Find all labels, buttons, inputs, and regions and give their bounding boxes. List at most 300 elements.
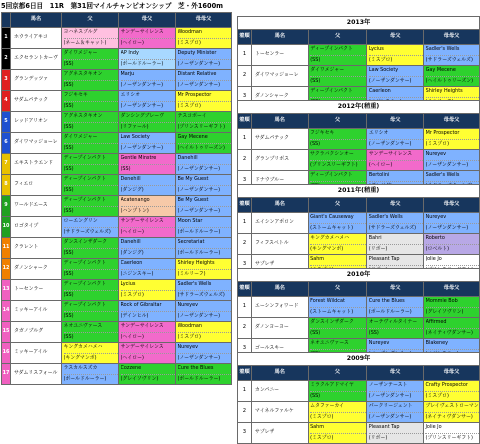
dam-damsire-cell bbox=[424, 129, 480, 150]
table-row bbox=[2, 70, 232, 91]
damsire-cell-line1: Caerleon bbox=[120, 260, 143, 266]
horse-number: 12 bbox=[2, 259, 11, 280]
damsire-cell-line2: (ボールドルーラー) bbox=[121, 59, 176, 70]
section-header bbox=[238, 198, 480, 213]
dam-damsire-cell bbox=[176, 91, 232, 112]
dam-damsire-cell-line1: ブレイヴェストローマン bbox=[425, 403, 479, 409]
horse-name: エイシンアポロン bbox=[251, 213, 308, 234]
table-row bbox=[2, 322, 232, 343]
year-row bbox=[238, 17, 480, 30]
dam-damsire-cell-line2: (ノーザンダンサー) bbox=[426, 160, 479, 171]
sire-cell bbox=[62, 49, 119, 70]
damsire-cell bbox=[367, 213, 424, 234]
damsire-cell-line1: Law Society bbox=[120, 134, 150, 140]
header-horse: 馬名 bbox=[251, 366, 308, 381]
sire-cell bbox=[62, 133, 119, 154]
horse-name: ダノンシャーク bbox=[251, 87, 308, 108]
damsire-cell-line1: サンデーサイレンス bbox=[120, 29, 164, 35]
damsire-cell-line2: (ノーザンダンサー) bbox=[121, 80, 176, 91]
damsire-cell-line1: サンデーサイレンス bbox=[120, 344, 164, 350]
dam-damsire-cell-line1: Secretariat bbox=[177, 239, 205, 245]
sire-cell-line2: (SS) bbox=[64, 332, 119, 343]
damsire-cell-line1: Gentle Minstre bbox=[120, 155, 157, 161]
damsire-cell-line1: サンデーサイレンス bbox=[120, 323, 164, 329]
damsire-cell-line1: オーテヴィルタイナー bbox=[368, 319, 418, 325]
damsire-cell bbox=[119, 301, 176, 322]
damsire-cell bbox=[119, 343, 176, 364]
dam-damsire-cell bbox=[176, 301, 232, 322]
dam-damsire-cell-line1: Moon Star bbox=[177, 218, 203, 224]
sire-cell bbox=[308, 297, 367, 318]
dam-damsire-cell-line1: Roberto bbox=[425, 235, 445, 241]
damsire-cell-line1: ダンシングブレーヴ bbox=[120, 113, 165, 119]
damsire-cell bbox=[119, 133, 176, 154]
header-damsire: 母母父 bbox=[176, 13, 232, 28]
horse-name: フィフスペトル bbox=[251, 234, 308, 255]
damsire-cell-line1: Law Society bbox=[368, 67, 399, 73]
header-sire: 父 bbox=[308, 366, 367, 381]
damsire-cell bbox=[119, 91, 176, 112]
sire-cell bbox=[308, 318, 367, 339]
finish-position: 2 bbox=[238, 150, 252, 171]
sire-cell-line2: (SS) bbox=[310, 139, 366, 150]
dam-damsire-cell-line2: (ノーザンダンサー) bbox=[178, 59, 232, 70]
header-sire: 父 bbox=[308, 198, 367, 213]
damsire-cell-line2: (リボー) bbox=[369, 244, 423, 255]
sire-cell bbox=[62, 196, 119, 217]
dam-damsire-cell-line2: (ミスプロ) bbox=[178, 101, 232, 112]
dam-damsire-cell-line1: Gay Mecene bbox=[177, 134, 208, 140]
dam-damsire-cell bbox=[424, 45, 480, 66]
sire-cell-line1: フジキセキ bbox=[310, 130, 335, 136]
dam-damsire-cell-line2: (ネイティヴダンサー) bbox=[426, 328, 479, 339]
header-damsire: 母母父 bbox=[424, 198, 480, 213]
table-row bbox=[238, 129, 480, 150]
dam-damsire-cell bbox=[176, 364, 232, 385]
sire-cell-line2: (ミスプロ) bbox=[310, 433, 366, 444]
dam-damsire-cell-line2: (ボールドルーラー) bbox=[178, 227, 232, 238]
sire-cell-line1: ダンスインザダーク bbox=[310, 319, 354, 325]
dam-damsire-cell-line2: (ミスプロ) bbox=[426, 139, 479, 150]
sire-cell-line1: Sahm bbox=[310, 424, 325, 430]
dam-damsire-cell bbox=[424, 213, 480, 234]
horse-number: 1 bbox=[2, 28, 11, 49]
horse-number: 3 bbox=[2, 70, 11, 91]
table-row bbox=[238, 423, 480, 444]
finish-position: 1 bbox=[238, 45, 252, 66]
damsire-cell-line2: (ダンジグ) bbox=[121, 185, 176, 196]
sire-cell bbox=[62, 28, 119, 49]
damsire-cell bbox=[119, 70, 176, 91]
past-results-1 bbox=[237, 100, 480, 192]
sire-cell bbox=[62, 322, 119, 343]
damsire-cell-line2: (ノーザンダンサー) bbox=[121, 101, 176, 112]
damsire-cell bbox=[119, 175, 176, 196]
section-header bbox=[238, 282, 480, 297]
header-dam: 母父 bbox=[367, 114, 424, 129]
dam-damsire-cell-line2: (ボールドルーラー) bbox=[178, 374, 232, 385]
sire-cell-line2: (SS) bbox=[310, 55, 366, 66]
sire-cell-line1: ディープインパクト bbox=[310, 172, 353, 178]
damsire-cell-line2: (ノーザンダンサー) bbox=[369, 391, 423, 402]
dam-damsire-cell-line1: Affirmed bbox=[425, 319, 447, 325]
damsire-cell-line2: (ノーザンダンサー) bbox=[369, 76, 423, 87]
horse-name: クラレント bbox=[11, 238, 62, 259]
dam-damsire-cell-line2: (ヘイルトゥリーズン) bbox=[178, 143, 232, 154]
year-row bbox=[238, 353, 480, 366]
damsire-cell-line1: Rock of Gibraltar bbox=[120, 302, 162, 308]
dam-damsire-cell-line2: (ノーザンダンサー) bbox=[178, 311, 232, 322]
sire-cell-line2: (SS) bbox=[64, 248, 119, 259]
dam-damsire-cell-line1: Nureyev bbox=[425, 151, 447, 157]
damsire-cell-line1: ノーザンテースト bbox=[368, 382, 408, 388]
dam-damsire-cell bbox=[176, 238, 232, 259]
sire-cell-line1: ディープインパクト bbox=[63, 155, 107, 161]
sire-cell bbox=[308, 234, 367, 255]
horse-name: タガノブルグ bbox=[11, 322, 62, 343]
sire-cell-line2: (ネーム＆キャット) bbox=[64, 38, 119, 49]
horse-number: 7 bbox=[2, 154, 11, 175]
table-row bbox=[2, 154, 232, 175]
sire-cell-line1: ディープインパクト bbox=[63, 197, 107, 203]
dam-damsire-cell-line2: (ボールドルーラー) bbox=[178, 248, 232, 259]
sire-cell bbox=[308, 213, 367, 234]
dam-damsire-cell-line2: (ミルリーフ) bbox=[178, 269, 232, 280]
dam-damsire-cell-line1: Shirley Heights bbox=[425, 88, 463, 94]
sire-cell bbox=[62, 154, 119, 175]
sire-cell-line1: Forest Wildcat bbox=[310, 298, 345, 304]
damsire-cell-line1: Nureyev bbox=[368, 340, 390, 346]
header-sire: 父 bbox=[308, 30, 367, 45]
table-row bbox=[2, 217, 232, 238]
damsire-cell-line1: Denehill bbox=[120, 176, 141, 182]
dam-damsire-cell bbox=[424, 297, 480, 318]
header-dam: 母父 bbox=[367, 198, 424, 213]
sire-cell bbox=[308, 66, 367, 87]
dam-damsire-cell-line2: (ノーザンダンサー) bbox=[426, 223, 479, 234]
damsire-cell-line1: AP Indy bbox=[120, 50, 139, 56]
damsire-cell bbox=[119, 259, 176, 280]
table-row bbox=[2, 196, 232, 217]
dam-damsire-cell-line1: Nureyev bbox=[177, 344, 198, 350]
sire-cell-line1: ディープインパクト bbox=[63, 176, 107, 182]
dam-damsire-cell-line1: Nureyev bbox=[425, 214, 447, 220]
dam-damsire-cell-line1: Blakeney bbox=[425, 340, 449, 346]
header-pos: 着順 bbox=[238, 366, 252, 381]
horse-name: グランデッツァ bbox=[11, 70, 62, 91]
damsire-cell-line1: エリシオ bbox=[120, 92, 141, 98]
horse-name: サプレザ bbox=[251, 423, 308, 444]
sire-cell-line2: (キングマンボ) bbox=[64, 353, 119, 364]
damsire-cell-line1: エリシオ bbox=[368, 130, 389, 136]
sire-cell-line2: (キングマンボ) bbox=[310, 244, 366, 255]
sire-cell-line1: Giant's Causeway bbox=[310, 214, 354, 220]
sire-cell-line2: (SS) bbox=[64, 290, 119, 301]
year-label: 2013年 bbox=[238, 17, 480, 30]
dam-damsire-cell-line1: Jolie Jo bbox=[425, 256, 442, 262]
sire-cell bbox=[62, 301, 119, 322]
sire-cell bbox=[62, 217, 119, 238]
sire-cell bbox=[62, 175, 119, 196]
horse-name: ホウライアキコ bbox=[11, 28, 62, 49]
horse-name: エクセラントカーヴ bbox=[11, 49, 62, 70]
damsire-cell bbox=[119, 196, 176, 217]
damsire-cell-line2: (ノーザンダンサー) bbox=[369, 139, 423, 150]
dam-damsire-cell bbox=[423, 402, 479, 423]
table-row bbox=[238, 66, 480, 87]
damsire-cell-line1: Cure the Blues bbox=[368, 298, 405, 304]
header-damsire: 母母父 bbox=[424, 114, 480, 129]
sire-cell-line1: ヨハネスブルグ bbox=[63, 29, 98, 35]
table-row bbox=[2, 133, 232, 154]
dam-damsire-cell-line1: Distant Relative bbox=[177, 71, 217, 77]
year-label: 2010年 bbox=[238, 269, 480, 282]
sire-cell-line1: キングカメハメハ bbox=[63, 344, 103, 350]
horse-number: 8 bbox=[2, 175, 11, 196]
finish-position: 2 bbox=[238, 234, 252, 255]
horse-name: レッドアリオン bbox=[11, 112, 62, 133]
horse-name: マイネルファルケ bbox=[251, 402, 308, 423]
damsire-cell-line1: Bahri bbox=[368, 235, 382, 241]
damsire-cell-line1: Marju bbox=[120, 71, 135, 77]
header-pos: 着順 bbox=[238, 114, 252, 129]
dam-damsire-cell-line1: Jolie Jo bbox=[425, 424, 442, 430]
sire-cell-line1: サクラバクシンオー bbox=[310, 151, 354, 157]
sire-cell-line1: ディープインパクト bbox=[63, 281, 107, 287]
finish-position: 2 bbox=[238, 402, 252, 423]
damsire-cell-line2: (ヘイロー) bbox=[121, 353, 176, 364]
header-no bbox=[2, 13, 11, 28]
sire-cell-line1: ダイワメジャー bbox=[63, 50, 98, 56]
dam-damsire-cell-line1: Gay Mecene bbox=[425, 67, 456, 73]
damsire-cell-line2: (SS) bbox=[121, 164, 176, 175]
finish-position: 3 bbox=[238, 423, 252, 444]
sire-cell-line1: ラスカルスズカ bbox=[63, 365, 98, 371]
dam-damsire-cell-line1: Sadler's Wells bbox=[177, 281, 212, 287]
damsire-cell bbox=[119, 112, 176, 133]
damsire-cell bbox=[119, 322, 176, 343]
finish-position: 3 bbox=[238, 87, 252, 108]
header-horse: 馬名 bbox=[11, 13, 62, 28]
header-horse: 馬名 bbox=[251, 30, 308, 45]
horse-name: サダムリスフォール bbox=[11, 364, 62, 385]
sire-cell-line2: (ストームキャット) bbox=[310, 223, 366, 234]
sire-cell bbox=[62, 259, 119, 280]
sire-cell bbox=[62, 343, 119, 364]
sire-cell-line1: ローエングリン bbox=[63, 218, 98, 224]
past-results-4 bbox=[237, 352, 480, 444]
dam-damsire-cell-line2: (ミスプロ) bbox=[178, 332, 232, 343]
horse-name: ダノンヨーヨー bbox=[251, 318, 308, 339]
dam-damsire-cell bbox=[176, 28, 232, 49]
dam-damsire-cell-line2: (ノーザンダンサー) bbox=[178, 185, 232, 196]
year-row bbox=[238, 185, 480, 198]
finish-position: 3 bbox=[238, 255, 252, 276]
dam-damsire-cell-line1: Woodman bbox=[177, 323, 202, 329]
sire-cell-line2: (SS) bbox=[64, 311, 119, 322]
dam-damsire-cell bbox=[176, 70, 232, 91]
past-results-2 bbox=[237, 184, 480, 276]
dam-damsire-cell bbox=[176, 280, 232, 301]
sire-cell-line1: ネオユニヴァース bbox=[63, 323, 103, 329]
sire-cell-line1: ダンスインザダーク bbox=[63, 239, 108, 245]
horse-name: サダムパテック bbox=[251, 129, 308, 150]
damsire-cell bbox=[367, 45, 424, 66]
dam-damsire-cell-line2: (ノーザンダンサー) bbox=[178, 353, 232, 364]
dam-damsire-cell bbox=[176, 322, 232, 343]
section-header bbox=[238, 366, 480, 381]
horse-name: トーセンラー bbox=[11, 280, 62, 301]
table-row bbox=[2, 49, 232, 70]
sire-cell-line2: (SS) bbox=[64, 185, 119, 196]
horse-number: 10 bbox=[2, 217, 11, 238]
dam-damsire-cell-line2: (ロベルト) bbox=[426, 244, 479, 255]
damsire-cell-line2: (ヘイロー) bbox=[121, 38, 176, 49]
damsire-cell-line2: (サドラーズウェルズ) bbox=[369, 223, 423, 234]
dam-damsire-cell-line1: Mr Prospector bbox=[425, 130, 460, 136]
sire-cell-line1: ダイワメジャー bbox=[310, 67, 345, 73]
sire-cell bbox=[62, 91, 119, 112]
damsire-cell-line2: (ノーザンダンサー) bbox=[369, 412, 423, 423]
sire-cell-line2: (SS) bbox=[64, 269, 119, 280]
sire-cell-line2: (プリンスリーギフト) bbox=[310, 160, 366, 171]
header-horse: 馬名 bbox=[251, 114, 308, 129]
sire-cell-line2: (SS) bbox=[64, 143, 119, 154]
table-row bbox=[238, 234, 480, 255]
dam-damsire-cell-line2: (ノーザンダンサー) bbox=[178, 206, 232, 217]
sire-cell-line2: (SS) bbox=[64, 122, 119, 133]
damsire-cell-line2: (ヘイロー) bbox=[121, 332, 176, 343]
damsire-cell-line2: (リボー) bbox=[369, 433, 423, 444]
header-horse: 馬名 bbox=[251, 282, 308, 297]
damsire-cell bbox=[367, 423, 424, 444]
damsire-cell-line1: Lycius bbox=[120, 281, 136, 287]
damsire-cell-line2: (ノーザンダンサー) bbox=[121, 143, 176, 154]
sire-cell-line2: (サドラーズウェルズ) bbox=[64, 227, 119, 238]
table-row bbox=[2, 28, 232, 49]
horse-name: グランプリボス bbox=[251, 150, 308, 171]
dam-damsire-cell bbox=[176, 175, 232, 196]
header-pos: 着順 bbox=[238, 30, 252, 45]
damsire-cell-line2: (SS) bbox=[369, 328, 423, 339]
header-dam: 母父 bbox=[367, 30, 424, 45]
horse-number: 6 bbox=[2, 133, 11, 154]
horse-number: 16 bbox=[2, 343, 11, 364]
dam-damsire-cell-line1: Shirley Heights bbox=[177, 260, 215, 266]
damsire-cell-line2: (ミスプロ) bbox=[369, 55, 423, 66]
header-damsire: 母母父 bbox=[424, 30, 480, 45]
horse-number: 17 bbox=[2, 364, 11, 385]
sire-cell bbox=[62, 70, 119, 91]
damsire-cell bbox=[367, 318, 424, 339]
damsire-cell bbox=[119, 217, 176, 238]
damsire-cell-line2: (リファール) bbox=[121, 122, 176, 133]
dam-damsire-cell bbox=[176, 154, 232, 175]
sire-cell-line1: アグネスタキオン bbox=[63, 71, 103, 77]
table-row bbox=[238, 402, 480, 423]
horse-name: トーセンラー bbox=[251, 45, 308, 66]
damsire-cell-line1: Bertolini bbox=[368, 172, 390, 178]
sire-cell-line1: ディープインパクト bbox=[310, 88, 353, 94]
dam-damsire-cell bbox=[423, 381, 479, 402]
year-row bbox=[238, 269, 480, 282]
sire-cell bbox=[308, 150, 367, 171]
year-label: 2011年(稍重) bbox=[238, 185, 480, 198]
sire-cell-line2: (SS) bbox=[64, 59, 119, 70]
sire-cell-line2: (SS) bbox=[310, 391, 366, 402]
sire-cell-line2: (SS) bbox=[310, 328, 366, 339]
dam-damsire-cell bbox=[424, 150, 480, 171]
damsire-cell bbox=[119, 280, 176, 301]
horse-name: ワールドエース bbox=[11, 196, 62, 217]
sire-cell bbox=[308, 129, 367, 150]
dam-damsire-cell-line2: (グレイソヴリン) bbox=[426, 307, 479, 318]
damsire-cell bbox=[367, 129, 424, 150]
dam-damsire-cell-line2: (ヘイルトゥリーズン) bbox=[426, 76, 479, 87]
damsire-cell bbox=[119, 28, 176, 49]
finish-position: 3 bbox=[238, 171, 252, 192]
finish-position: 1 bbox=[238, 129, 252, 150]
sire-cell-line2: (SS) bbox=[64, 206, 119, 217]
horse-name: ミッキーアイル bbox=[11, 343, 62, 364]
finish-position: 3 bbox=[238, 339, 252, 360]
dam-damsire-cell-line1: テスコボーイ bbox=[177, 113, 207, 119]
horse-name: サプレザ bbox=[251, 255, 308, 276]
dam-damsire-cell-line1: Sadler's Wells bbox=[425, 46, 460, 52]
finish-position: 1 bbox=[238, 213, 252, 234]
table-row bbox=[2, 259, 232, 280]
dam-damsire-cell-line2: (サドラーズウェルズ) bbox=[178, 290, 232, 301]
dam-damsire-cell-line1: Cure the Blues bbox=[177, 365, 214, 371]
damsire-cell-line1: Sadler's Wells bbox=[368, 214, 403, 220]
table-row bbox=[2, 343, 232, 364]
damsire-cell bbox=[367, 234, 424, 255]
horse-name: ダイワマッジョーレ bbox=[11, 133, 62, 154]
horse-number: 13 bbox=[2, 280, 11, 301]
header-sire: 父 bbox=[308, 282, 367, 297]
table-row bbox=[2, 238, 232, 259]
sire-cell-line2: (SS) bbox=[64, 164, 119, 175]
damsire-cell-line1: パークリージェント bbox=[368, 403, 413, 409]
damsire-cell-line1: Lycius bbox=[368, 46, 384, 52]
sire-cell-line1: Sahm bbox=[310, 256, 325, 262]
damsire-cell bbox=[119, 238, 176, 259]
header-pos: 着順 bbox=[238, 198, 252, 213]
damsire-cell-line2: (デインヒル) bbox=[121, 311, 176, 322]
dam-damsire-cell bbox=[424, 234, 480, 255]
dam-damsire-cell bbox=[176, 343, 232, 364]
table-row bbox=[2, 175, 232, 196]
damsire-cell-line1: Caerleon bbox=[368, 88, 391, 94]
dam-damsire-cell-line2: (ミスプロ) bbox=[178, 38, 232, 49]
dam-damsire-cell bbox=[424, 318, 480, 339]
page-title: 5回京都6日目 11R 第31回マイルチャンピオンシップ 芝・外1600m bbox=[1, 2, 224, 10]
dam-damsire-cell bbox=[423, 423, 479, 444]
year-row bbox=[238, 101, 480, 114]
dam-damsire-cell-line2: (ノーザンダンサー) bbox=[178, 80, 232, 91]
dam-damsire-cell-line1: Deputy Minister bbox=[177, 50, 217, 56]
sire-cell-line1: フジキセキ bbox=[63, 92, 88, 98]
dam-damsire-cell-line1: Nureyev bbox=[177, 302, 198, 308]
horse-name: エーシンフォワード bbox=[251, 297, 308, 318]
sire-cell-line1: ディープインパクト bbox=[310, 46, 353, 52]
finish-position: 2 bbox=[238, 66, 252, 87]
damsire-cell-line1: Pleasant Tap bbox=[368, 256, 400, 262]
sire-cell-line2: (ボールドルーラー) bbox=[64, 374, 119, 385]
horse-name: ダノンシャーク bbox=[11, 259, 62, 280]
damsire-cell bbox=[119, 364, 176, 385]
damsire-cell-line1: Danehill bbox=[120, 239, 141, 245]
